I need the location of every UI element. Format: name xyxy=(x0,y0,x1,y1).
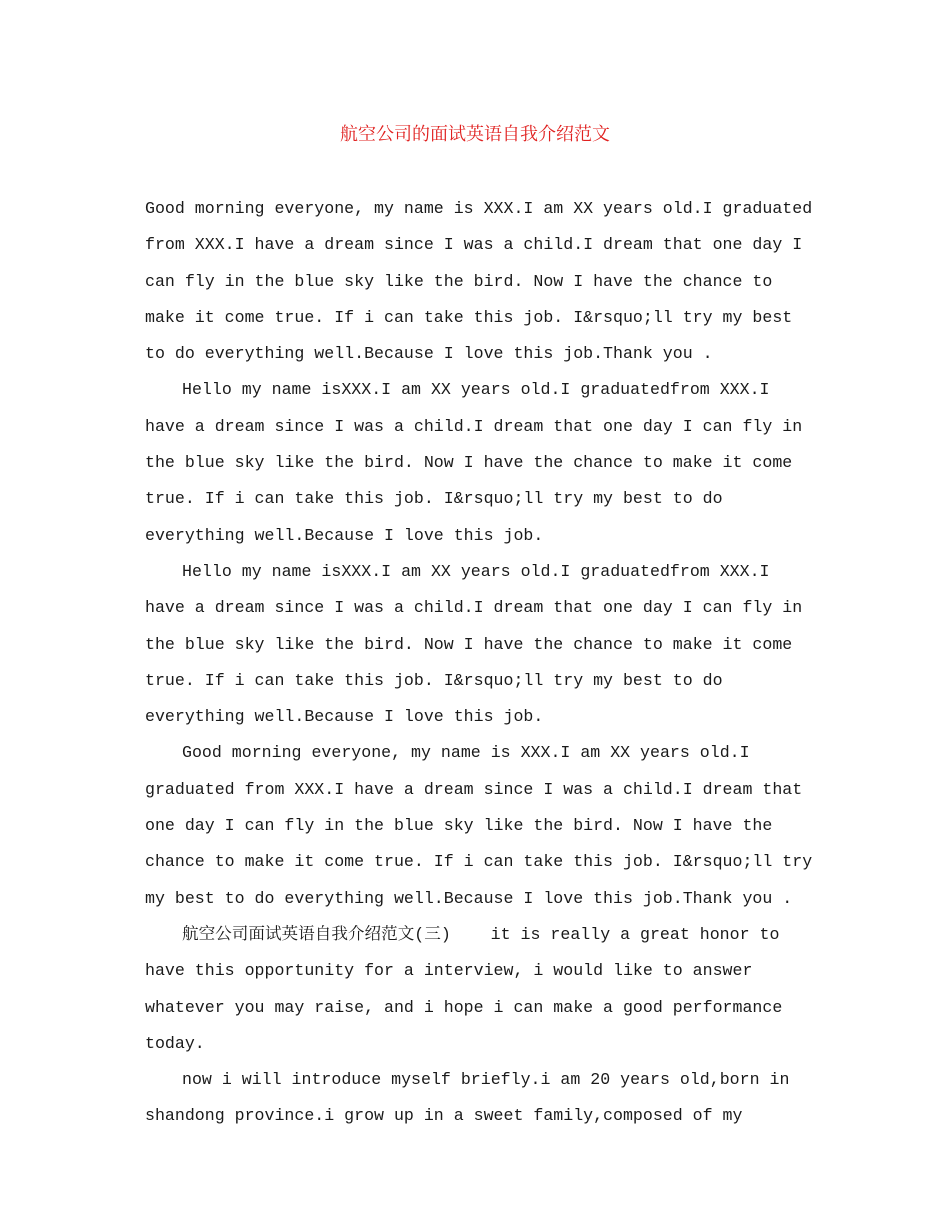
paragraph-1: Good morning everyone, my name is XXX.I am XX years old.I graduated from XXX.I have a dream since I was a child.I dream that one day I can fly in the blue sky like the bird. Now I have the chance to make it come true. If i can take this job. I&rsquo;ll try my best to do everything well.Because I love this job.Thank you . xyxy=(145,199,823,364)
paragraph-3: Hello my name isXXX.I am XX years old.I graduatedfrom XXX.I have a dream since I was a child.I dream that one day I can fly in the blue sky like the bird. Now I have the chance to make it come true. If i can take this job. I&rsquo;ll try my best to do everything well.Because I love this job. xyxy=(145,561,813,727)
paragraph-6: now i will introduce myself briefly.i am 20 years old,born in shandong province.i grow up in a sweet family,composed of my xyxy=(145,1070,800,1126)
paragraph-5: 航空公司面试英语自我介绍范文(三) it is really a great honor to have this opportunity for a interview, i would like to answer whatever you may raise, and i hope i can make a good performance today. xyxy=(145,924,793,1053)
paragraph-4: Good morning everyone, my name is XXX.I am XX years old.I graduated from XXX.I have a dream since I was a child.I dream that one day I can fly in the blue sky like the bird. Now I have the chance to make it come true. If i can take this job. I&rsquo;ll try my best to do everything well.Because I love this job.Thank you . xyxy=(145,743,823,908)
document-title: 航空公司的面试英语自我介绍范文 xyxy=(340,124,610,145)
paragraph-2: Hello my name isXXX.I am XX years old.I graduatedfrom XXX.I have a dream since I was a child.I dream that one day I can fly in the blue sky like the bird. Now I have the chance to make it come true. If i can take this job. I&rsquo;ll try my best to do everything well.Because I love this job. xyxy=(145,380,813,545)
document-body xyxy=(145,191,823,1135)
